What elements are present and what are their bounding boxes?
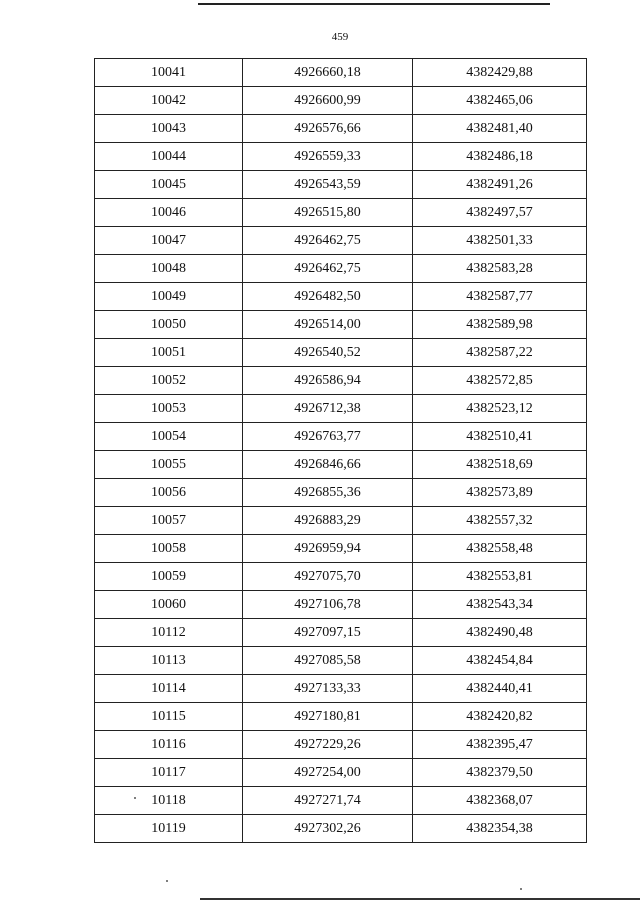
y-coordinate-cell: 4382583,28 [413,255,587,283]
x-coordinate-cell: 4926660,18 [243,59,413,87]
x-coordinate-cell: 4926855,36 [243,479,413,507]
x-coordinate-cell: 4926543,59 [243,171,413,199]
point-id-cell: 10053 [95,395,243,423]
x-coordinate-cell: 4927254,00 [243,759,413,787]
x-coordinate-cell: 4926586,94 [243,367,413,395]
point-id-cell: 10044 [95,143,243,171]
x-coordinate-cell: 4927302,26 [243,815,413,843]
table-row [95,451,587,479]
table-row [95,563,587,591]
y-coordinate-cell: 4382587,77 [413,283,587,311]
table-row [95,479,587,507]
table-row [95,507,587,535]
y-coordinate-cell: 4382420,82 [413,703,587,731]
scan-speck [166,880,168,882]
y-coordinate-cell: 4382518,69 [413,451,587,479]
scan-speck [520,888,522,890]
table-row [95,227,587,255]
y-coordinate-cell: 4382510,41 [413,423,587,451]
point-id-cell: 10056 [95,479,243,507]
point-id-cell: 10047 [95,227,243,255]
table-row [95,171,587,199]
x-coordinate-cell: 4927097,15 [243,619,413,647]
table-row [95,395,587,423]
y-coordinate-cell: 4382589,98 [413,311,587,339]
point-id-cell: 10055 [95,451,243,479]
y-coordinate-cell: 4382454,84 [413,647,587,675]
table-row [95,143,587,171]
y-coordinate-cell: 4382501,33 [413,227,587,255]
x-coordinate-cell: 4926540,52 [243,339,413,367]
table-row [95,311,587,339]
x-coordinate-cell: 4927075,70 [243,563,413,591]
table-row [95,591,587,619]
table-row [95,87,587,115]
point-id-cell: 10051 [95,339,243,367]
point-id-cell: 10060 [95,591,243,619]
x-coordinate-cell: 4926959,94 [243,535,413,563]
x-coordinate-cell: 4926846,66 [243,451,413,479]
table-row [95,367,587,395]
x-coordinate-cell: 4926712,38 [243,395,413,423]
coordinates-table [94,58,587,843]
scan-edge-top [198,3,550,5]
point-id-cell: 10112 [95,619,243,647]
point-id-cell: 10057 [95,507,243,535]
table-row [95,647,587,675]
y-coordinate-cell: 4382440,41 [413,675,587,703]
scan-speck [134,797,136,799]
y-coordinate-cell: 4382486,18 [413,143,587,171]
table-row [95,731,587,759]
y-coordinate-cell: 4382354,38 [413,815,587,843]
y-coordinate-cell: 4382379,50 [413,759,587,787]
x-coordinate-cell: 4926763,77 [243,423,413,451]
x-coordinate-cell: 4926559,33 [243,143,413,171]
point-id-cell: 10113 [95,647,243,675]
x-coordinate-cell: 4927133,33 [243,675,413,703]
x-coordinate-cell: 4926515,80 [243,199,413,227]
y-coordinate-cell: 4382558,48 [413,535,587,563]
x-coordinate-cell: 4926482,50 [243,283,413,311]
coordinates-table-body [95,59,587,843]
point-id-cell: 10050 [95,311,243,339]
x-coordinate-cell: 4926576,66 [243,115,413,143]
table-row [95,255,587,283]
point-id-cell: 10114 [95,675,243,703]
point-id-cell: 10052 [95,367,243,395]
point-id-cell: 10117 [95,759,243,787]
table-row [95,675,587,703]
point-id-cell: 10059 [95,563,243,591]
x-coordinate-cell: 4926600,99 [243,87,413,115]
table-row [95,283,587,311]
y-coordinate-cell: 4382368,07 [413,787,587,815]
point-id-cell: 10043 [95,115,243,143]
x-coordinate-cell: 4926883,29 [243,507,413,535]
x-coordinate-cell: 4927180,81 [243,703,413,731]
table-row [95,59,587,87]
point-id-cell: 10119 [95,815,243,843]
table-row [95,619,587,647]
y-coordinate-cell: 4382481,40 [413,115,587,143]
y-coordinate-cell: 4382573,89 [413,479,587,507]
y-coordinate-cell: 4382572,85 [413,367,587,395]
table-row [95,115,587,143]
y-coordinate-cell: 4382490,48 [413,619,587,647]
table-row [95,199,587,227]
table-row [95,423,587,451]
x-coordinate-cell: 4926462,75 [243,227,413,255]
x-coordinate-cell: 4927106,78 [243,591,413,619]
point-id-cell: 10045 [95,171,243,199]
point-id-cell: 10041 [95,59,243,87]
x-coordinate-cell: 4927271,74 [243,787,413,815]
point-id-cell: 10118 [95,787,243,815]
x-coordinate-cell: 4927229,26 [243,731,413,759]
table-row [95,759,587,787]
y-coordinate-cell: 4382395,47 [413,731,587,759]
y-coordinate-cell: 4382523,12 [413,395,587,423]
table-row [95,815,587,843]
y-coordinate-cell: 4382587,22 [413,339,587,367]
point-id-cell: 10054 [95,423,243,451]
scan-edge-bottom [200,898,640,900]
point-id-cell: 10048 [95,255,243,283]
table-row [95,535,587,563]
point-id-cell: 10049 [95,283,243,311]
point-id-cell: 10042 [95,87,243,115]
point-id-cell: 10115 [95,703,243,731]
y-coordinate-cell: 4382553,81 [413,563,587,591]
table-row [95,703,587,731]
page-number: 459 [331,31,349,43]
point-id-cell: 10058 [95,535,243,563]
x-coordinate-cell: 4926514,00 [243,311,413,339]
x-coordinate-cell: 4926462,75 [243,255,413,283]
point-id-cell: 10046 [95,199,243,227]
y-coordinate-cell: 4382429,88 [413,59,587,87]
y-coordinate-cell: 4382497,57 [413,199,587,227]
y-coordinate-cell: 4382557,32 [413,507,587,535]
table-row [95,339,587,367]
point-id-cell: 10116 [95,731,243,759]
y-coordinate-cell: 4382465,06 [413,87,587,115]
y-coordinate-cell: 4382543,34 [413,591,587,619]
y-coordinate-cell: 4382491,26 [413,171,587,199]
table-row [95,787,587,815]
x-coordinate-cell: 4927085,58 [243,647,413,675]
